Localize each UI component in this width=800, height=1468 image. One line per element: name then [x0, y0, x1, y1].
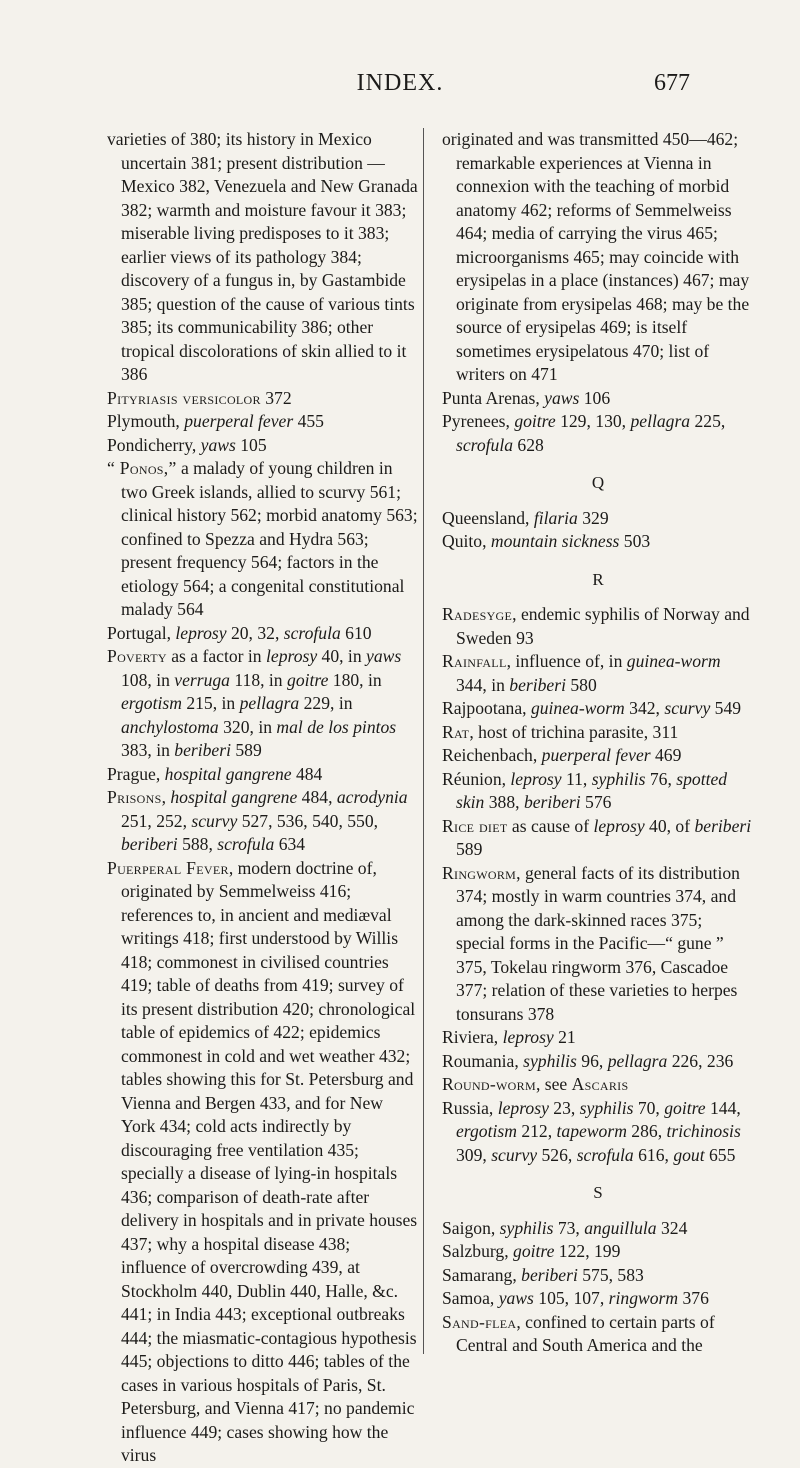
entry-text: a malady of young children in two Greek islands, allied to scurvy 561; clinical history 562; morbid anatomy 563; confined to Spezza and Hydra 563; present frequency 564; factors in the etiology 564; a congenital constitutional malady 564	[121, 458, 418, 619]
entry-text: filaria	[533, 507, 578, 528]
index-entry	[442, 721, 754, 745]
entry-text: as cause of	[507, 815, 594, 836]
entry-text: 11,	[561, 768, 592, 789]
entry-text: leprosy	[175, 622, 227, 643]
entry-text: Ascaris	[571, 1074, 629, 1094]
index-entry	[442, 128, 754, 387]
entry-text: beriberi	[694, 815, 752, 836]
entry-text: hospital gangrene	[170, 787, 298, 807]
entry-text: Prisons	[107, 787, 162, 807]
entry-text: 129, 130,	[555, 411, 631, 431]
entry-text: Samoa,	[442, 1288, 499, 1308]
entry-text: Réunion,	[442, 768, 511, 789]
entry-text: 588,	[177, 834, 218, 854]
index-entry	[442, 1287, 754, 1311]
index-entry	[442, 1026, 754, 1050]
index-entry	[442, 1311, 754, 1358]
entry-text: 376	[678, 1288, 709, 1308]
entry-text: puerperal fever	[184, 411, 294, 431]
entry-text: Rice diet	[442, 815, 508, 836]
entry-text: 215, in	[181, 693, 240, 713]
index-entry	[107, 434, 419, 458]
entry-text: 342,	[624, 698, 665, 718]
index-entry	[442, 1097, 754, 1168]
index-entry	[442, 387, 754, 411]
entry-text: 580	[565, 674, 597, 695]
entry-text: goitre	[514, 411, 556, 431]
entry-text: 96,	[576, 1050, 608, 1071]
entry-text: 324	[656, 1217, 688, 1238]
entry-text: 610	[340, 622, 372, 643]
entry-text: varieties of 380; its history in Mexico uncertain 381; present distribution — Mexico 382, Venezuela and New Granada 382; warmth and moisture favour it 383; miserable living predisposes to it 383; earlier views of its pathology 384; discovery of a fungus in, by Gastambide 385; question of the cause of various tints 385; its communicability 386; other tropical discolorations of skin allied to it 386	[107, 129, 418, 384]
entry-text: 388,	[484, 792, 524, 812]
entry-text: 105, 107,	[533, 1288, 609, 1308]
entry-text: 180, in	[328, 669, 382, 690]
index-entry	[442, 768, 754, 815]
entry-text: yaws	[200, 434, 236, 455]
entry-text: Poverty	[107, 646, 167, 666]
entry-text: goitre	[513, 1241, 555, 1261]
index-entry	[107, 387, 419, 411]
entry-text: 576	[580, 792, 612, 812]
page-title: INDEX.	[356, 70, 444, 96]
entry-text: ringworm	[608, 1288, 679, 1308]
entry-text: 634	[274, 834, 306, 854]
entry-text: 229, in	[299, 693, 353, 713]
entry-text: 309,	[456, 1144, 492, 1165]
entry-text: Queensland,	[442, 507, 534, 528]
entry-text: acrodynia	[336, 787, 408, 807]
entry-text: 20, 32,	[226, 622, 284, 643]
entry-text: goitre	[287, 669, 329, 690]
entry-text: Plymouth,	[107, 411, 185, 431]
entry-text: 484,	[297, 787, 337, 807]
entry-text: 226, 236	[667, 1050, 734, 1071]
entry-text: 320, in	[218, 716, 277, 737]
entry-text: , influence of, in	[506, 651, 627, 671]
index-entry	[442, 1240, 754, 1264]
entry-text: 144,	[705, 1097, 741, 1118]
entry-text: 484	[291, 763, 323, 784]
entry-text: 549	[710, 698, 742, 718]
entry-text: 372	[260, 387, 292, 408]
entry-text: 212,	[516, 1121, 557, 1141]
entry-text: syphilis	[499, 1217, 554, 1238]
entry-text: anguillula	[584, 1217, 657, 1238]
page-number: 677	[654, 70, 690, 96]
entry-text: trichinosis	[666, 1121, 741, 1141]
index-entry	[107, 786, 419, 857]
entry-text: 589	[230, 740, 262, 760]
entry-text: spotted skin	[456, 768, 728, 812]
entry-text: Riviera,	[442, 1027, 503, 1047]
index-entry	[107, 128, 419, 387]
index-entry	[442, 650, 754, 697]
entry-text: hospital gangrene	[164, 763, 292, 784]
index-entry	[442, 1050, 754, 1074]
entry-text: Portugal,	[107, 622, 176, 643]
entry-text: originated and was transmitted 450—462; remarkable experiences at Vienna in connexion with the teaching of morbid anatomy 462; reforms of Semmelweiss 464; media of carrying the virus 465; microorganisms 465; may coincide with erysipelas in a place (instances) 467; may originate from erysipelas 468; may be the source of erysipelas 469; is itself sometimes erysipelatous 470; list of writers on 471	[442, 129, 750, 384]
index-column-left	[107, 128, 419, 1468]
index-entry	[107, 857, 419, 1468]
entry-text: pellagra	[607, 1050, 668, 1071]
entry-text: beriberi	[174, 740, 231, 760]
entry-text: 73,	[553, 1217, 585, 1238]
entry-text: 286,	[626, 1121, 667, 1141]
entry-text: , confined to certain parts of Central and South America and the	[456, 1311, 715, 1355]
entry-text: , host of trichina parasite, 311	[469, 721, 679, 742]
entry-text: ergotism	[121, 693, 182, 713]
index-entry	[107, 410, 419, 434]
entry-text: 225,	[690, 411, 726, 431]
entry-text: yaws	[498, 1288, 534, 1308]
entry-text: scrofula	[217, 834, 275, 854]
index-entry	[442, 410, 754, 457]
entry-text: Samarang,	[442, 1264, 522, 1285]
index-entry	[442, 815, 754, 862]
entry-text: beriberi	[121, 834, 178, 854]
entry-text: 344, in	[456, 674, 510, 695]
entry-text: scrofula	[456, 434, 514, 455]
entry-text: 118, in	[229, 669, 288, 690]
column-divider	[423, 128, 424, 1354]
entry-text: scurvy	[491, 1144, 538, 1165]
entry-text: pellagra	[239, 693, 300, 713]
index-entry	[442, 603, 754, 650]
entry-text: gout	[673, 1144, 705, 1165]
index-entry	[107, 645, 419, 763]
entry-text: Sand-flea	[442, 1311, 517, 1332]
entry-text: 122, 199	[554, 1241, 621, 1261]
entry-text: “ Ponos,”	[107, 458, 177, 478]
index-column-right	[442, 128, 754, 1358]
entry-text: syphilis	[579, 1097, 634, 1118]
entry-text: mountain sickness	[490, 531, 620, 551]
entry-text: 106	[579, 387, 611, 408]
entry-text: Puerperal Fever	[107, 857, 229, 878]
entry-text: scrofula	[576, 1144, 634, 1165]
entry-text: 76,	[645, 768, 677, 789]
entry-text: Quito,	[442, 531, 491, 551]
entry-text: Pondicherry,	[107, 434, 201, 455]
page-header	[0, 70, 800, 110]
entry-text: Ringworm	[442, 862, 517, 883]
entry-text: Roumania,	[442, 1050, 524, 1071]
entry-text: 383, in	[121, 740, 175, 760]
entry-text: Rat	[442, 721, 470, 742]
entry-text: anchylostoma	[121, 716, 219, 737]
entry-text: syphilis	[523, 1050, 577, 1071]
entry-text: 329	[577, 507, 609, 528]
entry-text: , modern doctrine of, originated by Semmelweiss 416; references to, in ancient and mediæval writings 418; first understood by Willis 418; commonest in civilised countries 419; table of deaths from 419; survey of its present distribution 420; chronological table of epidemics of 422; epidemics commonest in cold and wet weather 432; tables showing this for St. Petersburg and Vienna and Bergen 433, and for New York 434; cold acts indirectly by discouraging free ventilation 435; specially a disease of lying-in hospitals 436; comparison of death-rate after delivery in hospitals and in private houses 437; why a hospital disease 438; influence of overcrowding 439, at Stockholm 440, Dublin 440, Halle, &c. 441; in India 443; exceptional outbreaks 444; the miasmatic-contagious hypothesis 445; objections to ditto 446; tables of the cases in various hospitals of Paris, St. Petersburg, and Vienna 417; no pandemic influence 449; cases showing how the virus	[121, 857, 418, 1465]
entry-text: 40, in	[317, 646, 367, 666]
entry-text: 21	[553, 1027, 576, 1047]
index-entry	[107, 763, 419, 787]
entry-text: Saigon,	[442, 1217, 500, 1238]
entry-text: Reichenbach,	[442, 745, 542, 765]
entry-text: guinea-worm	[530, 698, 625, 718]
entry-text: 105	[235, 434, 267, 455]
entry-text: verruga	[174, 669, 230, 690]
entry-text: puerperal fever	[541, 745, 651, 765]
entry-text: pellagra	[630, 411, 691, 431]
entry-text: Russia,	[442, 1097, 498, 1118]
entry-text: Salzburg,	[442, 1241, 514, 1261]
entry-text: 40, of	[644, 815, 695, 836]
index-entry	[442, 530, 754, 554]
entry-text: 616,	[633, 1144, 674, 1165]
entry-text: 23,	[548, 1097, 580, 1118]
entry-text: beriberi	[521, 1264, 578, 1285]
index-entry	[107, 622, 419, 646]
entry-text: 628	[513, 434, 544, 455]
entry-text: ergotism	[456, 1121, 517, 1141]
entry-text: tapeworm	[556, 1121, 627, 1141]
entry-text: 527, 536, 540, 550,	[237, 810, 379, 831]
entry-text: yaws	[366, 646, 402, 666]
entry-text: 575, 583	[577, 1264, 644, 1285]
entry-text: goitre	[664, 1097, 706, 1118]
index-entry	[442, 1217, 754, 1241]
entry-text: Prague,	[107, 763, 165, 784]
entry-text: leprosy	[266, 646, 318, 666]
entry-text: beriberi	[523, 792, 581, 812]
entry-text: 589	[456, 839, 483, 859]
entry-text: 108, in	[121, 669, 175, 690]
index-entry	[442, 507, 754, 531]
entry-text: 526,	[537, 1144, 577, 1165]
entry-text: leprosy	[497, 1097, 549, 1118]
index-entry	[442, 1264, 754, 1288]
entry-text: Rainfall	[442, 651, 507, 671]
entry-text: yaws	[544, 387, 580, 408]
entry-text: 455	[293, 411, 324, 431]
entry-text: , see	[535, 1074, 572, 1094]
entry-text: 503	[619, 531, 651, 551]
entry-text: leprosy	[502, 1027, 554, 1047]
entry-text: Pyrenees,	[442, 411, 515, 431]
index-entry	[442, 744, 754, 768]
section-letter: S	[593, 1183, 603, 1202]
entry-text: 70,	[633, 1097, 665, 1118]
entry-text: scurvy	[191, 810, 238, 831]
section-letter: Q	[591, 473, 605, 492]
entry-text: syphilis	[591, 768, 646, 789]
entry-text: leprosy	[593, 815, 645, 836]
entry-text: 469	[650, 745, 682, 765]
entry-text: 655	[704, 1144, 736, 1165]
entry-text: guinea-worm	[626, 651, 721, 671]
entry-text: scurvy	[664, 698, 711, 718]
entry-text: mal de los pintos	[276, 716, 397, 737]
index-entry	[107, 457, 419, 622]
entry-text: 251, 252,	[121, 810, 192, 831]
entry-text: , general facts of its distribution 374; mostly in warm countries 374, and among the dark-skinned races 375; special forms in the Pacific—“ gune ” 375, Tokelau ringworm 376, Cascadoe 377; relation of these varieties to herpes tonsurans 378	[456, 862, 740, 1024]
section-letter: R	[592, 569, 604, 589]
entry-text: Punta Arenas,	[442, 387, 545, 408]
entry-text: beriberi	[509, 674, 566, 695]
entry-text: Radesyge	[442, 604, 513, 624]
entry-text: ,	[161, 787, 171, 807]
index-entry	[442, 862, 754, 1027]
entry-text: Rajpootana,	[442, 698, 531, 718]
entry-text: Round-worm	[442, 1074, 536, 1094]
index-entry	[442, 697, 754, 721]
entry-text: Pityriasis versicolor	[107, 387, 261, 408]
index-entry	[442, 1073, 754, 1097]
entry-text: leprosy	[510, 768, 562, 789]
entry-text: as a factor in	[166, 646, 266, 666]
entry-text: , endemic syphilis of Norway and Sweden 93	[456, 604, 750, 648]
entry-text: scrofula	[283, 622, 341, 643]
